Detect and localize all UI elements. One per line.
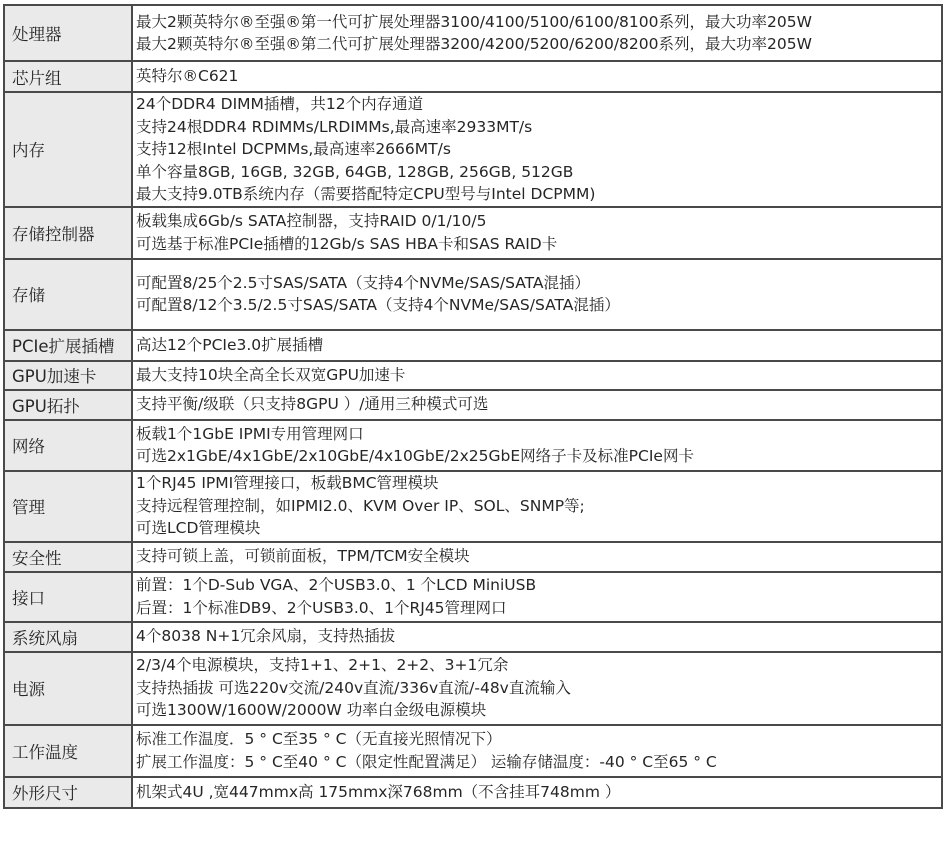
- spec-row: [4, 471, 942, 542]
- spec-value-line: 最大2颗英特尔®至强®第一代可扩展处理器3100/4100/5100/6100/8100系列，最大功率205W: [136, 12, 812, 31]
- spec-value: [132, 361, 942, 390]
- spec-label: 接口: [4, 572, 132, 622]
- spec-label: 芯片组: [4, 61, 132, 92]
- spec-row: [4, 572, 942, 622]
- spec-value-line: 可选LCD管理模块: [136, 519, 261, 538]
- spec-value-line: 支持远程管理控制，如IPMI2.0、KVM Over IP、SOL、SNMP等;: [136, 496, 585, 515]
- spec-value: [132, 725, 942, 777]
- spec-value: [132, 777, 942, 808]
- spec-row: [4, 652, 942, 725]
- spec-value: [132, 622, 942, 652]
- spec-value: [132, 5, 942, 61]
- spec-value: [132, 92, 942, 207]
- spec-label: PCIe扩展插槽: [4, 330, 132, 361]
- spec-value: [132, 471, 942, 542]
- spec-value-line: 4个8038 N+1冗余风扇，支持热插拔: [136, 627, 396, 646]
- spec-value: [132, 572, 942, 622]
- spec-label: 网络: [4, 420, 132, 471]
- spec-value-line: 可选1300W/1600W/2000W 功率白金级电源模块: [136, 701, 487, 720]
- spec-row: [4, 361, 942, 390]
- spec-row: [4, 390, 942, 420]
- spec-value-line: 机架式4U ,宽447mmx高 175mmx深768mm（不含挂耳748mm ）: [136, 782, 621, 801]
- spec-value-line: 可选基于标准PCIe插槽的12Gb/s SAS HBA卡和SAS RAID卡: [136, 234, 558, 253]
- spec-row: [4, 330, 942, 361]
- spec-label: 工作温度: [4, 725, 132, 777]
- spec-value-line: 单个容量8GB, 16GB, 32GB, 64GB, 128GB, 256GB, 512GB: [136, 162, 574, 181]
- spec-value-line: 板载1个1GbE IPMI专用管理网口: [136, 424, 364, 443]
- spec-value-line: 可配置8/25个2.5寸SAS/SATA（支持4个NVMe/SAS/SATA混插）: [136, 273, 591, 292]
- spec-label: 存储控制器: [4, 207, 132, 259]
- spec-row: [4, 5, 942, 61]
- spec-value-line: 扩展工作温度：5 ° C至40 ° C（限定性配置满足） 运输存储温度：-40 ° C至65 ° C: [136, 752, 717, 771]
- spec-table-body: [4, 5, 942, 808]
- spec-value: [132, 652, 942, 725]
- spec-row: [4, 92, 942, 207]
- spec-value: [132, 207, 942, 259]
- spec-value-line: 支持热插拔 可选220v交流/240v直流/336v直流/-48v直流输入: [136, 678, 571, 697]
- spec-row: [4, 542, 942, 572]
- spec-value-line: 支持12根Intel DCPMMs,最高速率2666MT/s: [136, 140, 451, 158]
- spec-value-line: 板载集成6Gb/s SATA控制器，支持RAID 0/1/10/5: [136, 212, 487, 230]
- spec-label: 系统风扇: [4, 622, 132, 652]
- spec-row: [4, 420, 942, 471]
- spec-value-line: 1个RJ45 IPMI管理接口，板载BMC管理模块: [136, 474, 439, 493]
- spec-value: [132, 542, 942, 572]
- spec-value-line: 高达12个PCIe3.0扩展插槽: [136, 335, 324, 354]
- spec-value-line: 2/3/4个电源模块，支持1+1、2+1、2+2、3+1冗余: [136, 656, 509, 675]
- spec-row: [4, 777, 942, 808]
- spec-value-line: 可选2x1GbE/4x1GbE/2x10GbE/4x10GbE/2x25GbE网络子卡及标准PCIe网卡: [136, 447, 694, 465]
- spec-table: [3, 4, 943, 809]
- spec-value-line: 前置：1个D-Sub VGA、2个USB3.0、1 个LCD MiniUSB: [136, 576, 537, 594]
- spec-label: 外形尺寸: [4, 777, 132, 808]
- spec-label: 电源: [4, 652, 132, 725]
- spec-value: [132, 61, 942, 92]
- spec-value-line: 最大支持10块全高全长双宽GPU加速卡: [136, 365, 406, 384]
- spec-label: GPU拓扑: [4, 390, 132, 420]
- spec-row: [4, 622, 942, 652]
- spec-value: [132, 330, 942, 361]
- spec-label: 内存: [4, 92, 132, 207]
- spec-value: [132, 420, 942, 471]
- spec-label: 管理: [4, 471, 132, 542]
- spec-value-line: 英特尔®C621: [136, 67, 239, 86]
- spec-label: 处理器: [4, 5, 132, 61]
- spec-label: 存储: [4, 259, 132, 330]
- spec-row: [4, 207, 942, 259]
- spec-value-line: 最大支持9.0TB系统内存（需要搭配特定CPU型号与Intel DCPMM): [136, 185, 596, 203]
- spec-label: 安全性: [4, 542, 132, 572]
- spec-value-line: 支持24根DDR4 RDIMMs/LRDIMMs,最高速率2933MT/s: [136, 117, 533, 136]
- spec-value-line: 最大2颗英特尔®至强®第二代可扩展处理器3200/4200/5200/6200/8200系列，最大功率205W: [136, 35, 812, 53]
- spec-value-line: 后置：1个标准DB9、2个USB3.0、1个RJ45管理网口: [136, 598, 507, 617]
- spec-value-line: 支持平衡/级联（只支持8GPU ）/通用三种模式可选: [136, 395, 489, 414]
- spec-value-line: 可配置8/12个3.5/2.5寸SAS/SATA（支持4个NVMe/SAS/SATA混插）: [136, 296, 620, 314]
- spec-label: GPU加速卡: [4, 361, 132, 390]
- spec-row: [4, 61, 942, 92]
- spec-value-line: 24个DDR4 DIMM插槽，共12个内存通道: [136, 95, 424, 113]
- spec-value-line: 标准工作温度．5 ° C至35 ° C（无直接光照情况下）: [136, 730, 502, 748]
- spec-row: [4, 259, 942, 330]
- spec-row: [4, 725, 942, 777]
- spec-value: [132, 259, 942, 330]
- spec-value: [132, 390, 942, 420]
- spec-value-line: 支持可锁上盖，可锁前面板，TPM/TCM安全模块: [136, 547, 470, 566]
